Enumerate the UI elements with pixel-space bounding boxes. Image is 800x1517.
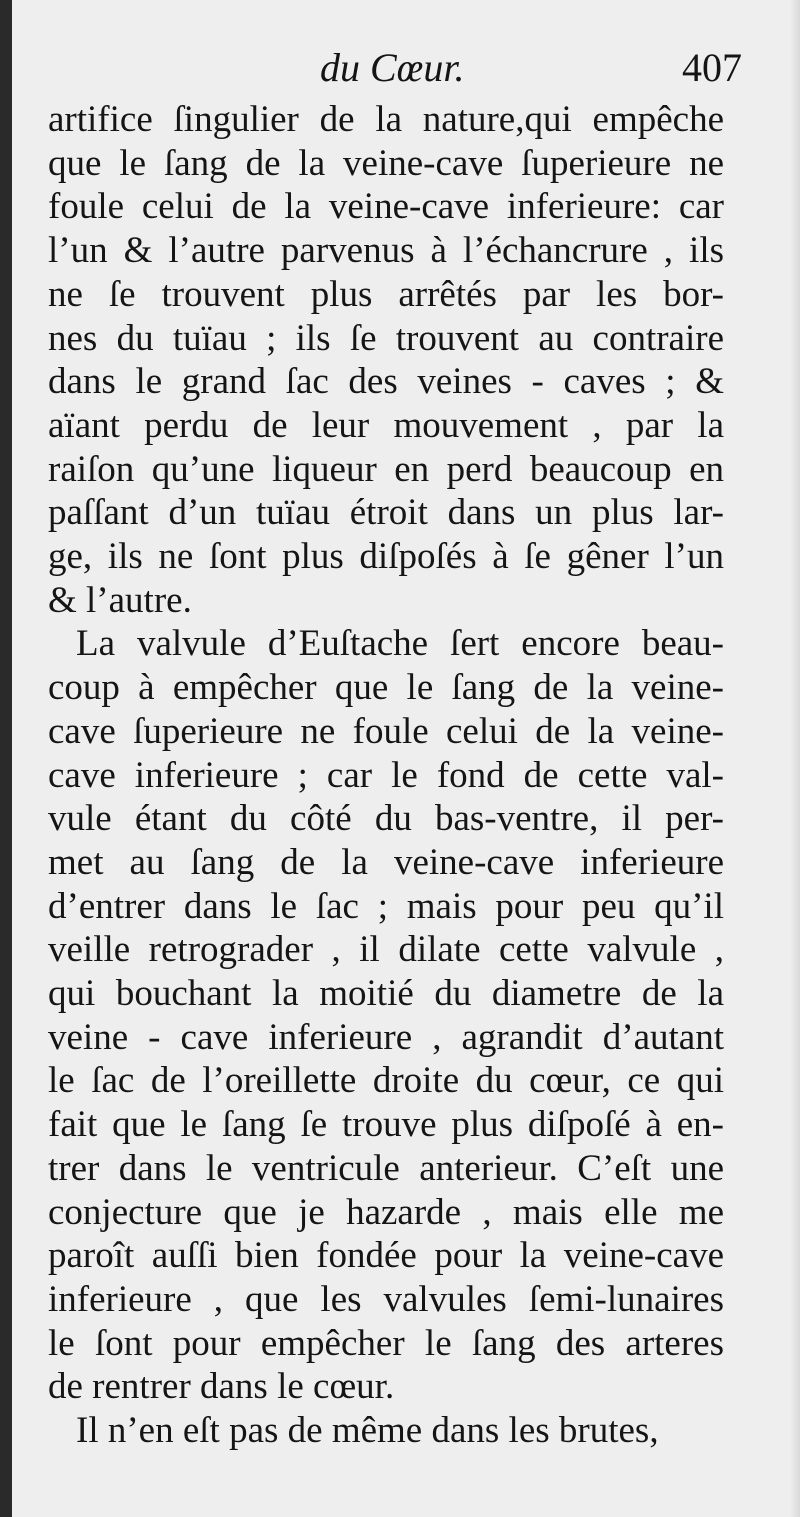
text-line: le ſont pour empêcher le ſang des arteres (48, 1322, 724, 1364)
text-line: que le ſang de la veine-cave ſuperieure ne (48, 142, 724, 184)
text-line: paſſant d’un tuïau étroit dans un plus lar- (48, 492, 724, 534)
text-line: raiſon qu’une liqueur en perd beaucoup en (48, 448, 724, 490)
text-line: vule étant du côté du bas-ventre, il per- (48, 798, 724, 840)
text-line: qui bouchant la moitié du diametre de la (48, 973, 724, 1015)
text-line: dans le grand ſac des veines - caves ; & (48, 361, 724, 403)
text-line: coup à empêcher que le ſang de la veine- (48, 667, 724, 709)
text-line: Il n’en eſt pas de même dans les brutes, (76, 1410, 659, 1452)
text-line: nes du tuïau ; ils ſe trouvent au contraire (48, 317, 724, 359)
text-line: conjecture que je hazarde , mais elle me (48, 1191, 724, 1233)
text-line: aïant perdu de leur mouvement , par la (48, 404, 724, 446)
text-line: ge, ils ne ſont plus diſpoſés à ſe gêner l’un (48, 536, 724, 578)
text-line: l’un & l’autre parvenus à l’échancrure , ils (48, 230, 724, 272)
paragraph-2 (48, 622, 724, 1409)
text-line: d’entrer dans le ſac ; mais pour peu qu’il (48, 885, 724, 927)
text-line: La valvule d’Euſtache ſert encore beau- (76, 623, 724, 665)
body-text (48, 98, 724, 1453)
text-line: trer dans le ventricule anterieur. C’eſt une (48, 1147, 724, 1189)
text-line: veine - cave inferieure , agrandit d’autant (48, 1016, 724, 1058)
text-line: veille retrograder , il dilate cette valvule , (48, 929, 724, 971)
text-line: & l’autre. (48, 579, 192, 621)
paragraph-1 (48, 98, 724, 622)
text-line: le ſac de l’oreillette droite du cœur, ce qui (48, 1060, 724, 1102)
text-line: cave ſuperieure ne foule celui de la veine- (48, 710, 724, 752)
page-number: 407 (682, 45, 742, 90)
text-line: inferieure , que les valvules ſemi-lunaires (48, 1278, 724, 1320)
text-line: fait que le ſang ſe trouve plus diſpoſé à en- (48, 1104, 724, 1146)
paragraph-3 (48, 1409, 724, 1453)
text-line: paroît auſſi bien fondée pour la veine-cave (48, 1235, 724, 1277)
running-head (48, 40, 742, 96)
text-line: ne ſe trouvent plus arrêtés par les bor- (48, 273, 724, 315)
text-line: met au ſang de la veine-cave inferieure (48, 841, 724, 883)
text-line: cave inferieure ; car le fond de cette val- (48, 754, 724, 796)
text-line: de rentrer dans le cœur. (48, 1366, 395, 1408)
text-line: foule celui de la veine-cave inferieure: car (48, 186, 724, 228)
text-line: artifice ſingulier de la nature,qui empêche (48, 99, 724, 140)
running-title: du Cœur. (320, 45, 465, 90)
